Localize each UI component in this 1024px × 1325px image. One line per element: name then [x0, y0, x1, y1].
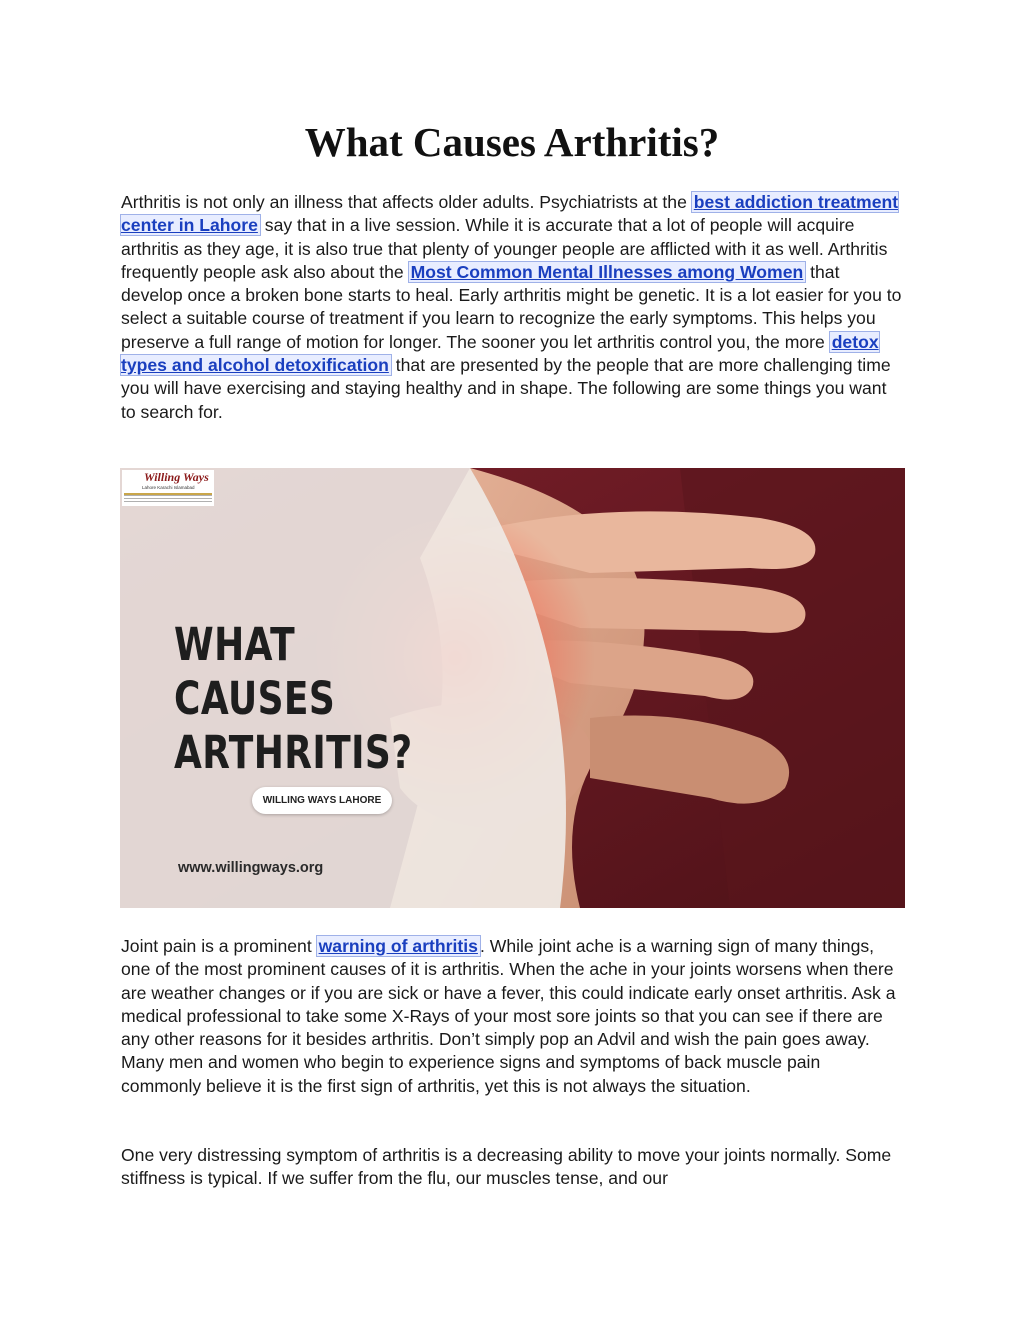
hero-heading: WHAT CAUSES ARTHRITIS?	[174, 618, 413, 779]
logo-fine-print	[124, 495, 212, 504]
intro-text-1: Arthritis is not only an illness that affects older adults. Psychiatrists at the	[121, 192, 692, 212]
intro-text-3: that develop once a broken bone starts to heal. Early arthritis might be genetic. It is a lot easier for you to select a suitable course of treatment if you learn to recognize the early symptoms. This helps you preserve a full range of motion for longer. The sooner you let arthritis control you, the more	[121, 261, 902, 352]
hero-url: www.willingways.org	[178, 860, 324, 876]
hero-badge: WILLING WAYS LAHORE	[252, 787, 392, 814]
intro-text-4: that are presented by the people that are more challenging time you will have exercising and staying healthy and in shape. The following are some things you want to search for.	[121, 355, 891, 422]
stiffness-paragraph	[121, 1144, 905, 1191]
link-mental-illnesses-women[interactable]: Most Common Mental Illnesses among Women	[410, 261, 804, 282]
link-detox-types[interactable]: detox types and alcohol detoxification	[121, 331, 879, 376]
page-title: What Causes Arthritis?	[304, 119, 720, 165]
logo-brand-text: Willing Ways	[144, 470, 209, 484]
link-warning-of-arthritis[interactable]: warning of arthritis	[318, 936, 478, 956]
willing-ways-logo	[122, 470, 214, 506]
joint-pain-text-2: . While joint ache is a warning sign of many things, one of the most prominent causes of it is arthritis. When the ache in your joints worsens when there are weather changes or if you are sick or have a fever, this could indicate early onset arthritis. Ask a medical professional to take some X-Rays of your most sore joints so that you can see if there are any other reasons for it besides arthritis. Don’t simply pop an Advil and wish the pain goes away. Many men and women who begin to experience signs and symptoms of back muscle pain commonly believe it is the first sign of arthritis, yet this is not always the situation.	[121, 936, 896, 1096]
stiffness-text-1: One very distressing symptom of arthritis is a decreasing ability to move your joints normally. Some stiffness is typical. If we suffer from the flu, our muscles tense, and our	[121, 1145, 892, 1189]
logo-cities-text: Lahore Karachi Islamabad	[142, 485, 195, 490]
intro-paragraph	[121, 191, 905, 424]
joint-pain-paragraph	[121, 935, 905, 1098]
link-best-addiction-treatment-center[interactable]: best addiction treatment center in Lahore	[121, 192, 899, 236]
intro-text-2: say that in a live session. While it is accurate that a lot of people will acquire arthritis as they age, it is also true that plenty of younger people are afflicted with it as well. Arthritis frequently people ask also about the	[121, 215, 888, 282]
joint-pain-text-1: Joint pain is a prominent	[121, 936, 317, 956]
hero-image	[120, 468, 905, 908]
